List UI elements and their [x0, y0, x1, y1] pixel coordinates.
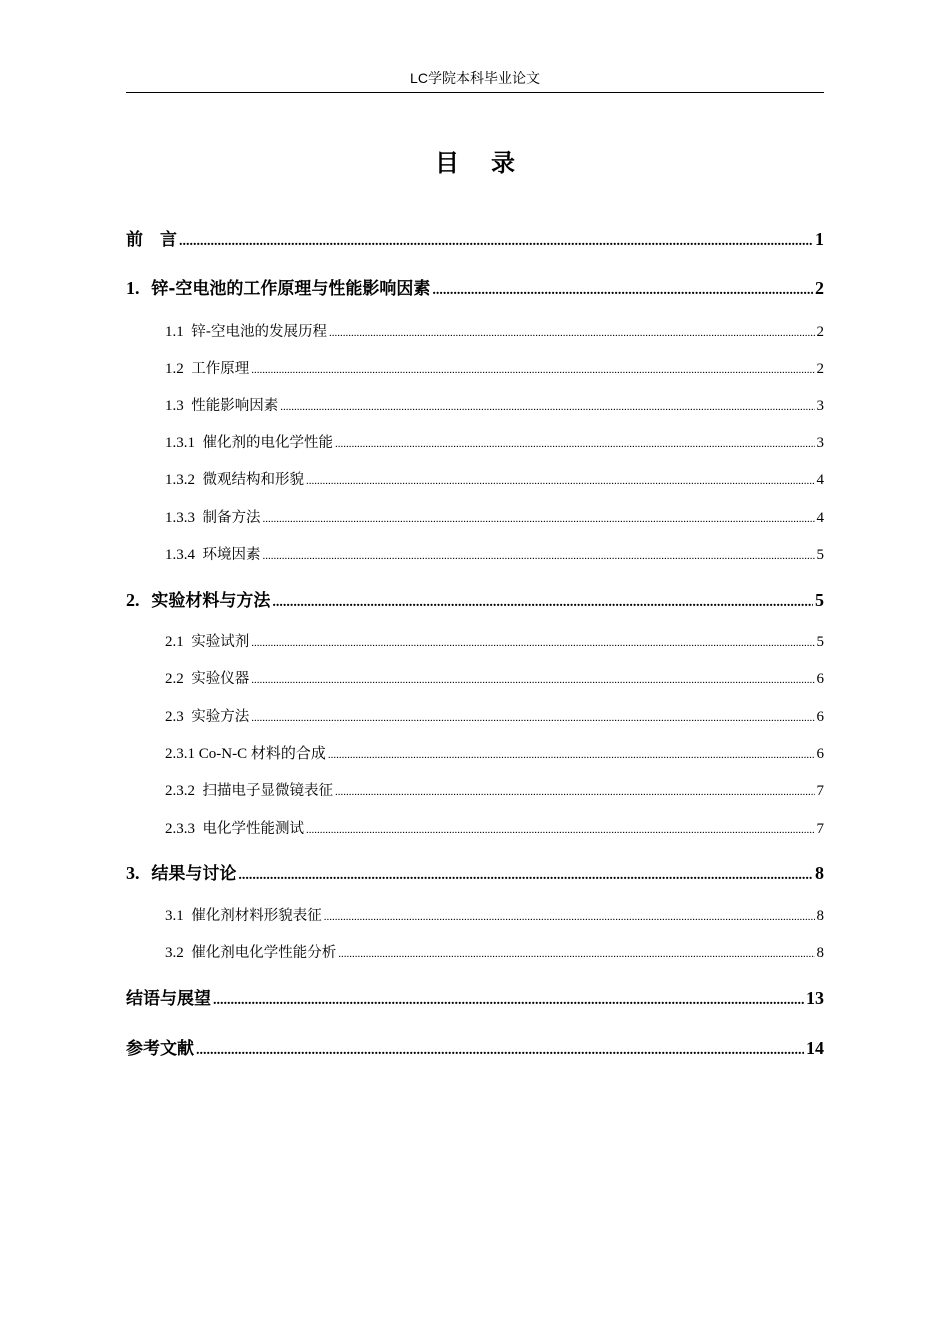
toc-entry-label: 1.3 性能影响因素	[165, 398, 279, 414]
toc-entry-page: 8	[815, 863, 824, 883]
dot-leader	[306, 470, 815, 492]
toc-entry-label: 2.3.2 扫描电子显微镜表征	[165, 783, 333, 799]
toc-entry-section-1-1[interactable]	[165, 321, 824, 344]
running-header: LC学院本科毕业论文	[410, 70, 540, 86]
dot-leader	[280, 396, 814, 418]
dot-leader	[328, 744, 815, 766]
toc-entry-section-1-3-1[interactable]	[165, 432, 824, 455]
dot-leader	[238, 863, 813, 889]
toc-entry-label: 2.3.1 Co-N-C 材料的合成	[165, 746, 326, 762]
toc-entry-label: 3. 结果与讨论	[126, 863, 237, 884]
toc-entry-page: 2	[815, 278, 824, 298]
toc-entry-label: 3.2 催化剂电化学性能分析	[165, 945, 337, 961]
dot-leader	[263, 545, 815, 567]
toc-title: 目录	[435, 149, 547, 177]
toc-entry-section-1-3-4[interactable]	[165, 544, 824, 567]
toc-entry-page: 5	[815, 590, 824, 610]
toc-entry-chapter-1[interactable]	[126, 275, 824, 304]
dot-leader	[338, 943, 814, 965]
dot-leader	[251, 707, 814, 729]
toc-entry-section-2-3-1[interactable]	[165, 743, 824, 766]
dot-leader	[263, 508, 815, 530]
toc-entry-page: 3	[816, 398, 824, 414]
toc-entry-page: 6	[816, 746, 824, 762]
toc-entry-label: 1.3.3 制备方法	[165, 510, 261, 526]
toc-entry-page: 1	[815, 229, 824, 249]
toc-entry-label: 2. 实验材料与方法	[126, 590, 271, 611]
toc-entry-page: 5	[816, 547, 824, 563]
toc-entry-section-1-3-2[interactable]	[165, 469, 824, 492]
toc-entry-label: 2.1 实验试剂	[165, 634, 250, 650]
toc-entry-label: 1.1 锌-空电池的发展历程	[165, 324, 327, 340]
dot-leader	[251, 632, 814, 654]
toc-entry-page: 2	[816, 324, 824, 340]
toc-entry-label: 2.2 实验仪器	[165, 671, 250, 687]
toc-entry-conclusion[interactable]	[126, 985, 824, 1014]
toc-entry-section-1-2[interactable]	[165, 358, 824, 381]
dot-leader	[335, 433, 815, 455]
toc-entry-section-3-1[interactable]	[165, 905, 824, 928]
toc-entry-page: 13	[806, 988, 824, 1008]
toc-entry-page: 4	[816, 472, 824, 488]
toc-entry-label: 1.3.1 催化剂的电化学性能	[165, 435, 333, 451]
dot-leader	[213, 988, 804, 1014]
toc-entry-section-2-1[interactable]	[165, 631, 824, 654]
toc-entry-label: 2.3.3 电化学性能测试	[165, 821, 304, 837]
toc-entry-page: 7	[816, 783, 824, 799]
dot-leader	[335, 781, 815, 803]
toc-entry-section-1-3-3[interactable]	[165, 507, 824, 530]
toc-entry-page: 7	[816, 821, 824, 837]
dot-leader	[251, 359, 814, 381]
toc-entry-section-3-2[interactable]	[165, 942, 824, 965]
header-rule	[126, 92, 824, 93]
toc-entry-label: 前 言	[126, 230, 177, 250]
toc-entry-page: 4	[816, 510, 824, 526]
toc-entry-section-2-2[interactable]	[165, 668, 824, 691]
toc-entry-chapter-3[interactable]	[126, 860, 824, 889]
dot-leader	[324, 906, 815, 928]
toc-entry-chapter-2[interactable]	[126, 587, 824, 616]
dot-leader	[251, 669, 814, 691]
dot-leader	[196, 1038, 804, 1064]
toc-entry-page: 8	[816, 908, 824, 924]
dot-leader	[272, 590, 813, 616]
toc-entry-label: 3.1 催化剂材料形貌表征	[165, 908, 322, 924]
toc-entry-section-2-3-3[interactable]	[165, 818, 824, 841]
dot-leader	[179, 229, 813, 255]
toc-entry-label: 参考文献	[126, 1039, 194, 1059]
toc-entry-label: 1.3.4 环境因素	[165, 547, 261, 563]
toc-entry-page: 3	[816, 435, 824, 451]
toc-entry-section-1-3[interactable]	[165, 395, 824, 418]
dot-leader	[306, 819, 815, 841]
toc-entry-label: 1.3.2 微观结构和形貌	[165, 472, 304, 488]
toc-entry-page: 6	[816, 709, 824, 725]
dot-leader	[432, 278, 813, 304]
toc-entry-preface[interactable]	[126, 226, 824, 255]
toc-entry-label: 1. 锌-空电池的工作原理与性能影响因素	[126, 278, 431, 299]
toc-entry-page: 2	[816, 361, 824, 377]
dot-leader	[329, 322, 815, 344]
toc-entry-label: 1.2 工作原理	[165, 361, 250, 377]
toc-entry-page: 14	[806, 1038, 824, 1058]
toc-entry-page: 8	[816, 945, 824, 961]
toc-entry-references[interactable]	[126, 1035, 824, 1064]
toc-entry-section-2-3-2[interactable]	[165, 780, 824, 803]
toc-entry-page: 5	[816, 634, 824, 650]
toc-entry-label: 结语与展望	[126, 989, 211, 1009]
toc-entry-page: 6	[816, 671, 824, 687]
toc-entry-label: 2.3 实验方法	[165, 709, 250, 725]
toc-entry-section-2-3[interactable]	[165, 706, 824, 729]
